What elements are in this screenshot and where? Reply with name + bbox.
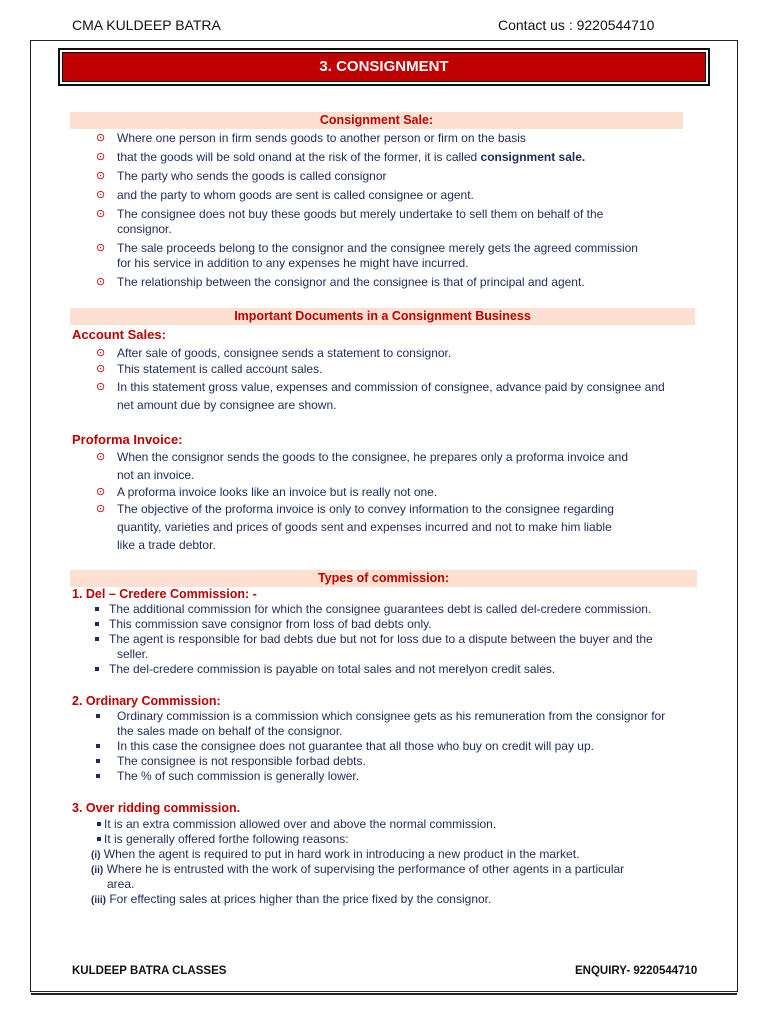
list-item: This statement is called account sales. bbox=[117, 362, 323, 376]
bullet-icon: ⊙ bbox=[96, 503, 106, 515]
reason-number: (i) bbox=[91, 850, 101, 861]
list-item: Where one person in firm sends goods to another person or firm on the basis bbox=[117, 131, 526, 145]
subheading-del-credere: 1. Del – Credere Commission: - bbox=[72, 587, 257, 601]
square-bullet-icon bbox=[95, 637, 99, 641]
list-item-continuation: consignor. bbox=[117, 222, 172, 236]
bullet-icon: ⊙ bbox=[96, 276, 106, 288]
list-item-continuation: seller. bbox=[117, 647, 149, 661]
square-bullet-icon bbox=[96, 714, 100, 718]
list-item-continuation: the sales made on behalf of the consignor. bbox=[117, 724, 343, 738]
contact-number: Contact us : 9220544710 bbox=[498, 17, 655, 33]
reason-item: (i) When the agent is required to put in hard work in introducing a new product in the market. bbox=[91, 847, 580, 861]
subheading-over-ridding-commission: 3. Over ridding commission. bbox=[72, 801, 241, 815]
list-item: In this case the consignee does not guarantee that all those who buy on credit will pay up. bbox=[117, 739, 594, 753]
list-item-continuation: like a trade debtor. bbox=[117, 538, 216, 552]
section-heading-commission: Types of commission: bbox=[70, 570, 697, 587]
subheading-proforma-invoice: Proforma Invoice: bbox=[72, 432, 183, 447]
square-bullet-icon bbox=[96, 759, 100, 763]
reason-number: (iii) bbox=[91, 895, 106, 906]
list-item: and the party to whom goods are sent is called consignee or agent. bbox=[117, 188, 474, 202]
footer-enquiry: ENQUIRY- 9220544710 bbox=[575, 965, 698, 977]
list-item: In this statement gross value, expenses and commission of consignee, advance paid by consignee and bbox=[117, 380, 665, 394]
list-item: The party who sends the goods is called consignor bbox=[117, 169, 387, 183]
list-item: The % of such commission is generally lower. bbox=[117, 769, 360, 783]
square-bullet-icon bbox=[97, 837, 101, 841]
list-item-continuation: for his service in addition to any expenses he might have incurred. bbox=[117, 256, 469, 270]
list-item: After sale of goods, consignee sends a statement to consignor. bbox=[117, 346, 452, 360]
bullet-icon: ⊙ bbox=[96, 132, 106, 144]
list-item: The objective of the proforma invoice is only to convey information to the consignee regarding bbox=[117, 502, 614, 516]
bullet-icon: ⊙ bbox=[96, 381, 106, 393]
author-name: CMA KULDEEP BATRA bbox=[72, 17, 221, 33]
bullet-icon: ⊙ bbox=[96, 363, 106, 375]
square-bullet-icon bbox=[95, 667, 99, 671]
square-bullet-icon bbox=[97, 822, 101, 826]
bullet-icon: ⊙ bbox=[96, 208, 106, 220]
bullet-icon: ⊙ bbox=[96, 189, 106, 201]
square-bullet-icon bbox=[96, 774, 100, 778]
square-bullet-icon bbox=[95, 607, 99, 611]
list-item-continuation: net amount due by consignee are shown. bbox=[117, 398, 337, 412]
list-item: The agent is responsible for bad debts due but not for loss due to a dispute between the buyer and the bbox=[109, 632, 653, 646]
list-item: The relationship between the consignor and the consignee is that of principal and agent. bbox=[117, 275, 585, 289]
list-item: It is an extra commission allowed over and above the normal commission. bbox=[104, 817, 497, 831]
bullet-icon: ⊙ bbox=[96, 151, 106, 163]
list-item: A proforma invoice looks like an invoice but is really not one. bbox=[117, 485, 438, 499]
list-item: The consignee is not responsible forbad debts. bbox=[117, 754, 366, 768]
square-bullet-icon bbox=[95, 622, 99, 626]
reason-number: (ii) bbox=[91, 865, 104, 876]
bullet-icon: ⊙ bbox=[96, 170, 106, 182]
bullet-icon: ⊙ bbox=[96, 451, 106, 463]
list-item-continuation: quantity, varieties and prices of goods sent and expenses incurred and not to make him liable bbox=[117, 520, 612, 534]
list-item: This commission save consignor from loss of bad debts only. bbox=[109, 617, 432, 631]
chapter-title: 3. CONSIGNMENT bbox=[62, 52, 706, 82]
bold-term: consignment sale. bbox=[480, 150, 586, 164]
list-item-continuation: not an invoice. bbox=[117, 468, 195, 482]
reason-item: (ii) Where he is entrusted with the work of supervising the performance of other agents in a particular bbox=[91, 862, 625, 876]
reason-item: (iii) For effecting sales at prices higher than the price fixed by the consignor. bbox=[91, 892, 492, 906]
bullet-icon: ⊙ bbox=[96, 486, 106, 498]
list-item: Ordinary commission is a commission which consignee gets as his remuneration from the consignor for bbox=[117, 709, 666, 723]
list-item: The additional commission for which the consignee guarantees debt is called del-credere commission. bbox=[109, 602, 652, 616]
bullet-icon: ⊙ bbox=[96, 347, 106, 359]
bullet-icon: ⊙ bbox=[96, 242, 106, 254]
subheading-account-sales: Account Sales: bbox=[72, 327, 166, 342]
list-item: The sale proceeds belong to the consignor and the consignee merely gets the agreed commission bbox=[117, 241, 638, 255]
list-item: When the consignor sends the goods to the consignee, he prepares only a proforma invoice and bbox=[117, 450, 628, 464]
list-item: The consignee does not buy these goods but merely undertake to sell them on behalf of the bbox=[117, 207, 604, 221]
reason-item-continuation: area. bbox=[107, 877, 135, 891]
section-heading-consignment-sale: Consignment Sale: bbox=[70, 112, 683, 129]
list-item: It is generally offered forthe following reasons: bbox=[104, 832, 349, 846]
footer-classes: KULDEEP BATRA CLASSES bbox=[72, 965, 227, 977]
list-item: The del-credere commission is payable on total sales and not merelyon credit sales. bbox=[109, 662, 556, 676]
square-bullet-icon bbox=[96, 744, 100, 748]
chapter-title-box bbox=[58, 48, 710, 86]
section-heading-documents: Important Documents in a Consignment Business bbox=[70, 308, 695, 325]
list-item: that the goods will be sold onand at the risk of the former, it is called consignment sale. bbox=[117, 150, 586, 164]
subheading-ordinary-commission: 2. Ordinary Commission: bbox=[72, 694, 221, 708]
